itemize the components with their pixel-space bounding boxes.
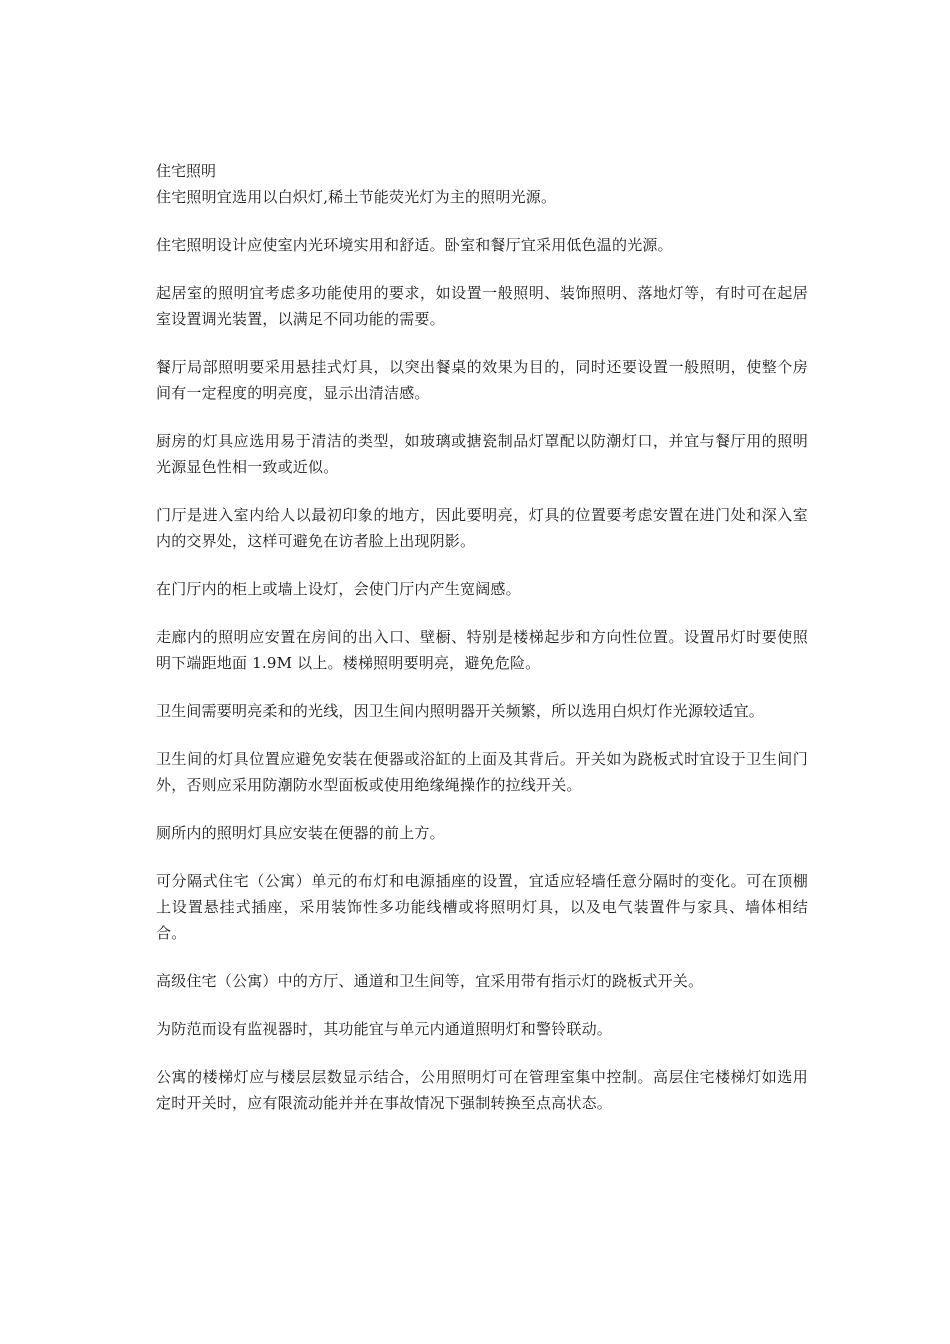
paragraph: 卫生间的灯具位置应避免安装在便器或浴缸的上面及其背后。开关如为跷板式时宜设于卫生间门外，否则应采用防潮防水型面板或使用绝缘绳操作的拉线开关。 <box>156 750 808 794</box>
paragraph: 厨房的灯具应选用易于清洁的类型，如玻璃或搪瓷制品灯罩配以防潮灯口，并宜与餐厅用的照明光源显色性相一致或近似。 <box>156 432 808 476</box>
paragraph: 厕所内的照明灯具应安装在便器的前上方。 <box>156 824 445 842</box>
document-body <box>156 158 808 1138</box>
paragraph: 餐厅局部照明要采用悬挂式灯具，以突出餐桌的效果为目的，同时还要设置一般照明，使整个房间有一定程度的明亮度，显示出清洁感。 <box>156 358 808 402</box>
paragraph: 公寓的楼梯灯应与楼层层数显示结合，公用照明灯可在管理室集中控制。高层住宅楼梯灯如选用定时开关时，应有限流动能并并在事故情况下强制转换至点高状态。 <box>156 1068 808 1112</box>
paragraph: 可分隔式住宅（公寓）单元的布灯和电源插座的设置，宜适应轻墙任意分隔时的变化。可在顶棚上设置悬挂式插座，采用装饰性多功能线槽或将照明灯具，以及电气装置件与家具、墙体相结合。 <box>156 872 808 942</box>
paragraph: 门厅是进入室内给人以最初印象的地方，因此要明亮，灯具的位置要考虑安置在进门处和深入室内的交界处，这样可避免在访者脸上出现阴影。 <box>156 506 808 550</box>
document-title: 住宅照明 <box>156 162 217 180</box>
paragraph: 在门厅内的柜上或墙上设灯，会使门厅内产生宽阔感。 <box>156 580 521 598</box>
paragraph: 起居室的照明宜考虑多功能使用的要求，如设置一般照明、装饰照明、落地灯等，有时可在起居室设置调光装置，以满足不同功能的需要。 <box>156 284 808 328</box>
paragraph: 高级住宅（公寓）中的方厅、通道和卫生间等，宜采用带有指示灯的跷板式开关。 <box>156 972 704 990</box>
paragraph: 卫生间需要明亮柔和的光线，因卫生间内照明器开关频繁，所以选用白炽灯作光源较适宜。 <box>156 702 765 720</box>
paragraph: 走廊内的照明应安置在房间的出入口、壁橱、特别是楼梯起步和方向性位置。设置吊灯时要使照明下端距地面 1.9M 以上。楼梯照明要明亮，避免危险。 <box>156 628 808 672</box>
paragraph: 住宅照明设计应使室内光环境实用和舒适。卧室和餐厅宜采用低色温的光源。 <box>156 236 673 254</box>
paragraph: 为防范而设有监视器时，其功能宜与单元内通道照明灯和警铃联动。 <box>156 1020 613 1038</box>
paragraph: 住宅照明宜选用以白炽灯,稀土节能荧光灯为主的照明光源。 <box>156 188 557 206</box>
